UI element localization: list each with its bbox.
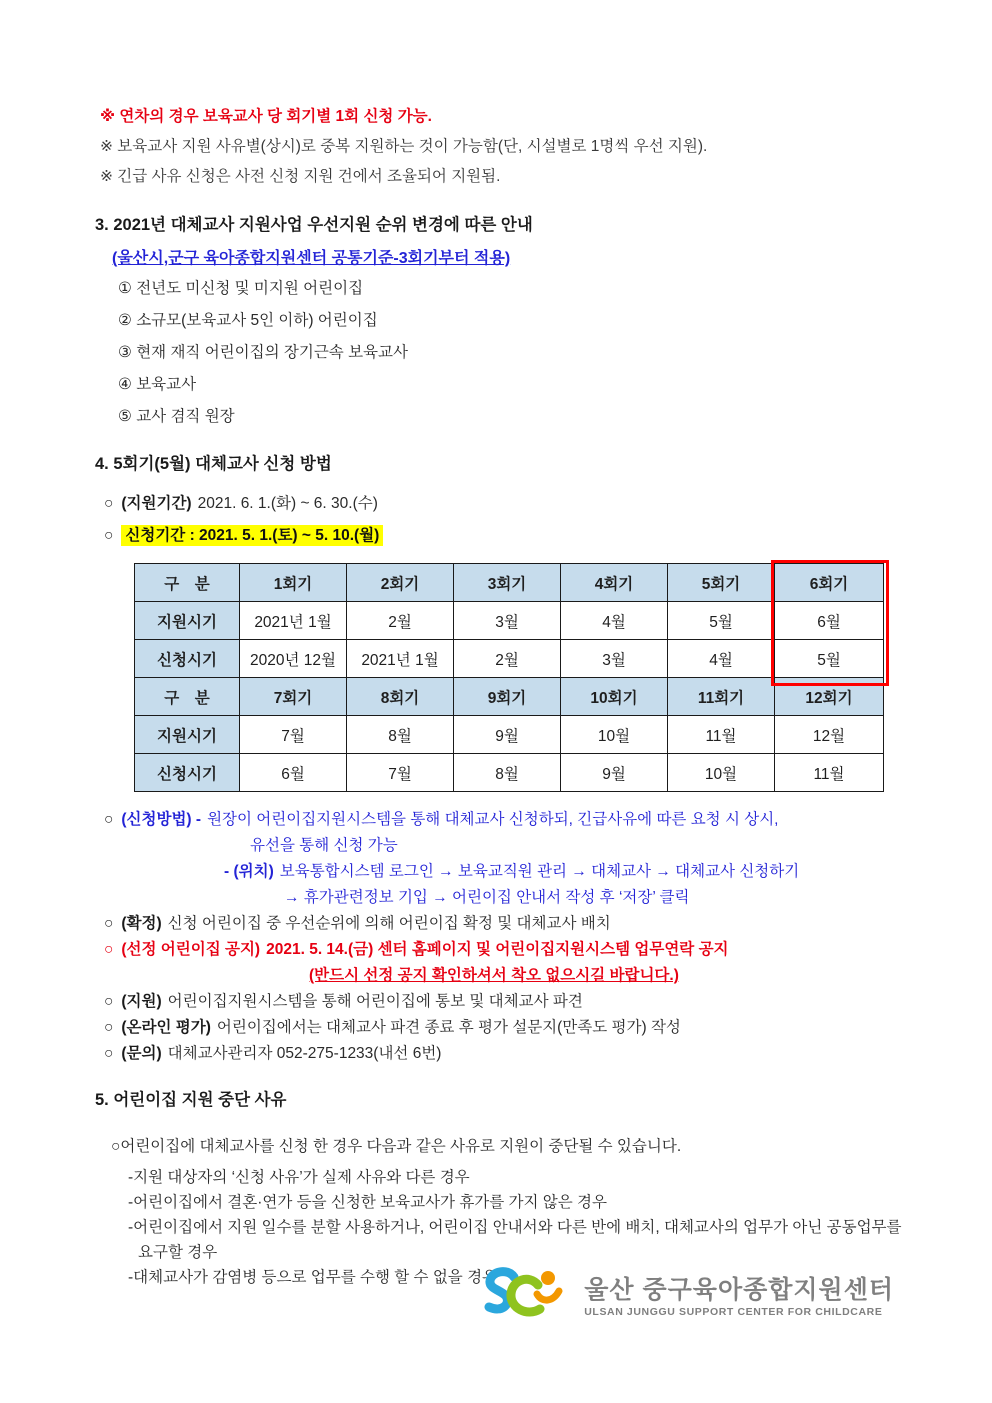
table-cell: 2월 (454, 640, 561, 678)
table-cell: 7회기 (240, 678, 347, 716)
table-cell: 2021년 1월 (240, 602, 347, 640)
table-cell: 5월 (775, 640, 884, 678)
announce-text: 2021. 5. 14.(금) 센터 홈페이지 및 어린이집지원시스템 업무연락 공지 (266, 941, 729, 958)
dispatch-bullet (104, 989, 992, 1015)
contact-label: (문의) (121, 1045, 162, 1062)
method-text-1: 원장이 어린이집지원시스템을 통해 대체교사 신청하되, 긴급사유에 따른 요청 시 상시, (207, 811, 779, 828)
support-period-label: (지원기간) (121, 495, 192, 512)
section3-subtitle: (울산시,군구 육아종합지원센터 공통기준-3회기부터 적용) (112, 250, 511, 267)
table-cell: 6월 (240, 754, 347, 792)
section-priority-change (95, 214, 992, 428)
suspension-item: -대체교사가 감염병 등으로 업무를 수행 할 수 없을 경우 (128, 1269, 498, 1286)
circle-bullet-icon: ○ (104, 1045, 114, 1062)
apply-period-value: 신청기간 : 2021. 5. 1.(토) ~ 5. 10.(월) (121, 525, 383, 546)
method-bullet (104, 807, 992, 833)
table-cell: 2회기 (347, 564, 454, 602)
suspension-item: -어린이집에서 결혼·연가 등을 신청한 보육교사가 휴가를 가지 않은 경우 (128, 1194, 607, 1211)
circle-bullet-icon: ○ (104, 1019, 114, 1036)
section4-title: 4. 5회기(5월) 대체교사 신청 방법 (95, 455, 332, 473)
table-cell: 9회기 (454, 678, 561, 716)
table-cell: 3월 (561, 640, 668, 678)
table-cell: 9월 (454, 716, 561, 754)
announce-note-text: (반드시 선정 공지 확인하셔서 착오 없으시길 바랍니다.) (309, 967, 679, 984)
table-cell: 4월 (561, 602, 668, 640)
org-name: 울산 중구육아종합지원센터 (584, 1276, 894, 1304)
priority-item: ① 전년도 미신청 및 미지원 어린이집 (118, 280, 364, 297)
table-cell: 7월 (240, 716, 347, 754)
table-cell: 2020년 12월 (240, 640, 347, 678)
circle-bullet-icon: ○ (104, 811, 114, 828)
table-cell: 11회기 (668, 678, 775, 716)
location-label: - (위치) (224, 863, 274, 880)
org-logo (480, 1266, 894, 1328)
table-row (135, 640, 884, 678)
confirm-text: 신청 어린이집 중 우선순위에 의해 어린이집 확정 및 대체교사 배치 (167, 915, 611, 932)
table-cell: 8월 (454, 754, 561, 792)
circle-bullet-icon: ○ (104, 495, 114, 512)
method-text-continuation (104, 833, 992, 859)
org-name-en: ULSAN JUNGGU SUPPORT CENTER FOR CHILDCARE (584, 1306, 883, 1318)
table-cell: 구 분 (135, 678, 240, 716)
section5-intro: ○어린이집에 대체교사를 신청 한 경우 다음과 같은 사유로 지원이 중단될 수 있습니다. (111, 1138, 682, 1155)
table-cell: 2월 (347, 602, 454, 640)
suspension-item: -지원 대상자의 ‘신청 사유’가 실제 사유와 다른 경우 (128, 1169, 470, 1186)
table-cell: 12회기 (775, 678, 884, 716)
table-cell: 6월 (775, 602, 884, 640)
table-cell: 10회기 (561, 678, 668, 716)
table-cell: 5월 (668, 602, 775, 640)
priority-item: ⑤ 교사 겸직 원장 (118, 408, 235, 425)
evaluation-bullet (104, 1015, 992, 1041)
footer (0, 1266, 992, 1328)
contact-text: 대체교사관리자 052-275-1233(내선 6번) (167, 1045, 442, 1062)
table-cell: 11월 (668, 716, 775, 754)
section3-title: 3. 2021년 대체교사 지원사업 우선지원 순위 변경에 따른 안내 (95, 216, 533, 234)
notice-line-urgent: ※ 긴급 사유 신청은 사전 신청 지원 건에서 조율되어 지원됨. (100, 168, 501, 185)
table-cell: 12월 (775, 716, 884, 754)
table-cell: 3월 (454, 602, 561, 640)
section5-title: 5. 어린이집 지원 중단 사유 (95, 1091, 287, 1109)
table-cell: 5회기 (668, 564, 775, 602)
method-label: (신청방법) - (121, 811, 202, 828)
table-cell: 6회기 (775, 564, 884, 602)
logo-person-head (541, 1271, 555, 1285)
org-logo-text (584, 1276, 894, 1318)
table-cell: 7월 (347, 754, 454, 792)
table-cell: 8월 (347, 716, 454, 754)
support-period-bullet (104, 491, 992, 513)
apply-period-bullet (104, 523, 992, 545)
table-cell: 신청시기 (135, 754, 240, 792)
table-cell: 3회기 (454, 564, 561, 602)
suspension-item: -어린이집에서 지원 일수를 분할 사용하거나, 어린이집 안내서와 다른 반에 배치, 대체교사의 업무가 아닌 공동업무를 요구할 경우 (128, 1219, 902, 1261)
evaluation-text: 어린이집에서는 대체교사 파견 종료 후 평가 설문지(만족도 평가) 작성 (216, 1019, 681, 1036)
circle-bullet-icon: ○ (104, 993, 114, 1010)
table-row (135, 602, 884, 640)
schedule-table (134, 563, 884, 792)
location-line (104, 859, 992, 885)
contact-bullet (104, 1041, 992, 1067)
support-period-value: 2021. 6. 1.(화) ~ 6. 30.(수) (197, 495, 378, 512)
table-row (135, 564, 884, 602)
table-cell: 4월 (668, 640, 775, 678)
announce-label: (선정 어린이집 공지) (121, 941, 261, 958)
dispatch-text: 어린이집지원시스템을 통해 어린이집에 통보 및 대체교사 파견 (167, 993, 583, 1010)
logo-mark-icon (480, 1266, 572, 1328)
confirm-bullet (104, 911, 992, 937)
table-cell: 10월 (561, 716, 668, 754)
table-cell: 8회기 (347, 678, 454, 716)
location-text-1: 보육통합시스템 로그인 → 보육교직원 관리 → 대체교사 → 대체교사 신청하기 (279, 863, 800, 880)
notice-line-duplicate: ※ 보육교사 지원 사유별(상시)로 중복 지원하는 것이 가능함(단, 시설별로 1명씩 우선 지원). (100, 138, 708, 155)
priority-item: ② 소규모(보육교사 5인 이하) 어린이집 (118, 312, 378, 329)
priority-item: ④ 보육교사 (118, 376, 197, 393)
dispatch-label: (지원) (121, 993, 162, 1010)
table-cell: 1회기 (240, 564, 347, 602)
location-text-2: → 휴가관련정보 기입 → 어린이집 안내서 작성 후 ‘저장’ 클릭 (284, 889, 690, 906)
table-row (135, 716, 884, 754)
table-cell: 2021년 1월 (347, 640, 454, 678)
circle-bullet-icon: ○ (104, 527, 114, 544)
priority-item: ③ 현재 재직 어린이집의 장기근속 보육교사 (118, 344, 408, 361)
table-row (135, 678, 884, 716)
table-cell: 10월 (668, 754, 775, 792)
table-cell: 지원시기 (135, 602, 240, 640)
evaluation-label: (온라인 평가) (121, 1019, 211, 1036)
section-apply-method (95, 453, 992, 1067)
announce-bullet (104, 937, 992, 963)
priority-list (118, 278, 992, 428)
table-cell: 신청시기 (135, 640, 240, 678)
method-text-2: 유선을 통해 신청 가능 (250, 837, 398, 854)
notice-line-annual: ※ 연차의 경우 보육교사 당 회기별 1회 신청 가능. (100, 108, 432, 125)
table-cell: 11월 (775, 754, 884, 792)
procedure-bullets (104, 807, 992, 1067)
confirm-label: (확정) (121, 915, 162, 932)
table-cell: 4회기 (561, 564, 668, 602)
announce-note (104, 963, 992, 989)
table-cell: 지원시기 (135, 716, 240, 754)
notice-block (100, 106, 992, 188)
location-line-continuation (104, 885, 992, 911)
schedule-table-wrap (134, 563, 883, 792)
table-row (135, 754, 884, 792)
table-cell: 9월 (561, 754, 668, 792)
circle-bullet-icon: ○ (104, 915, 114, 932)
section-suspension-reasons (95, 1089, 992, 1290)
circle-bullet-icon: ○ (104, 941, 114, 958)
table-cell: 구 분 (135, 564, 240, 602)
